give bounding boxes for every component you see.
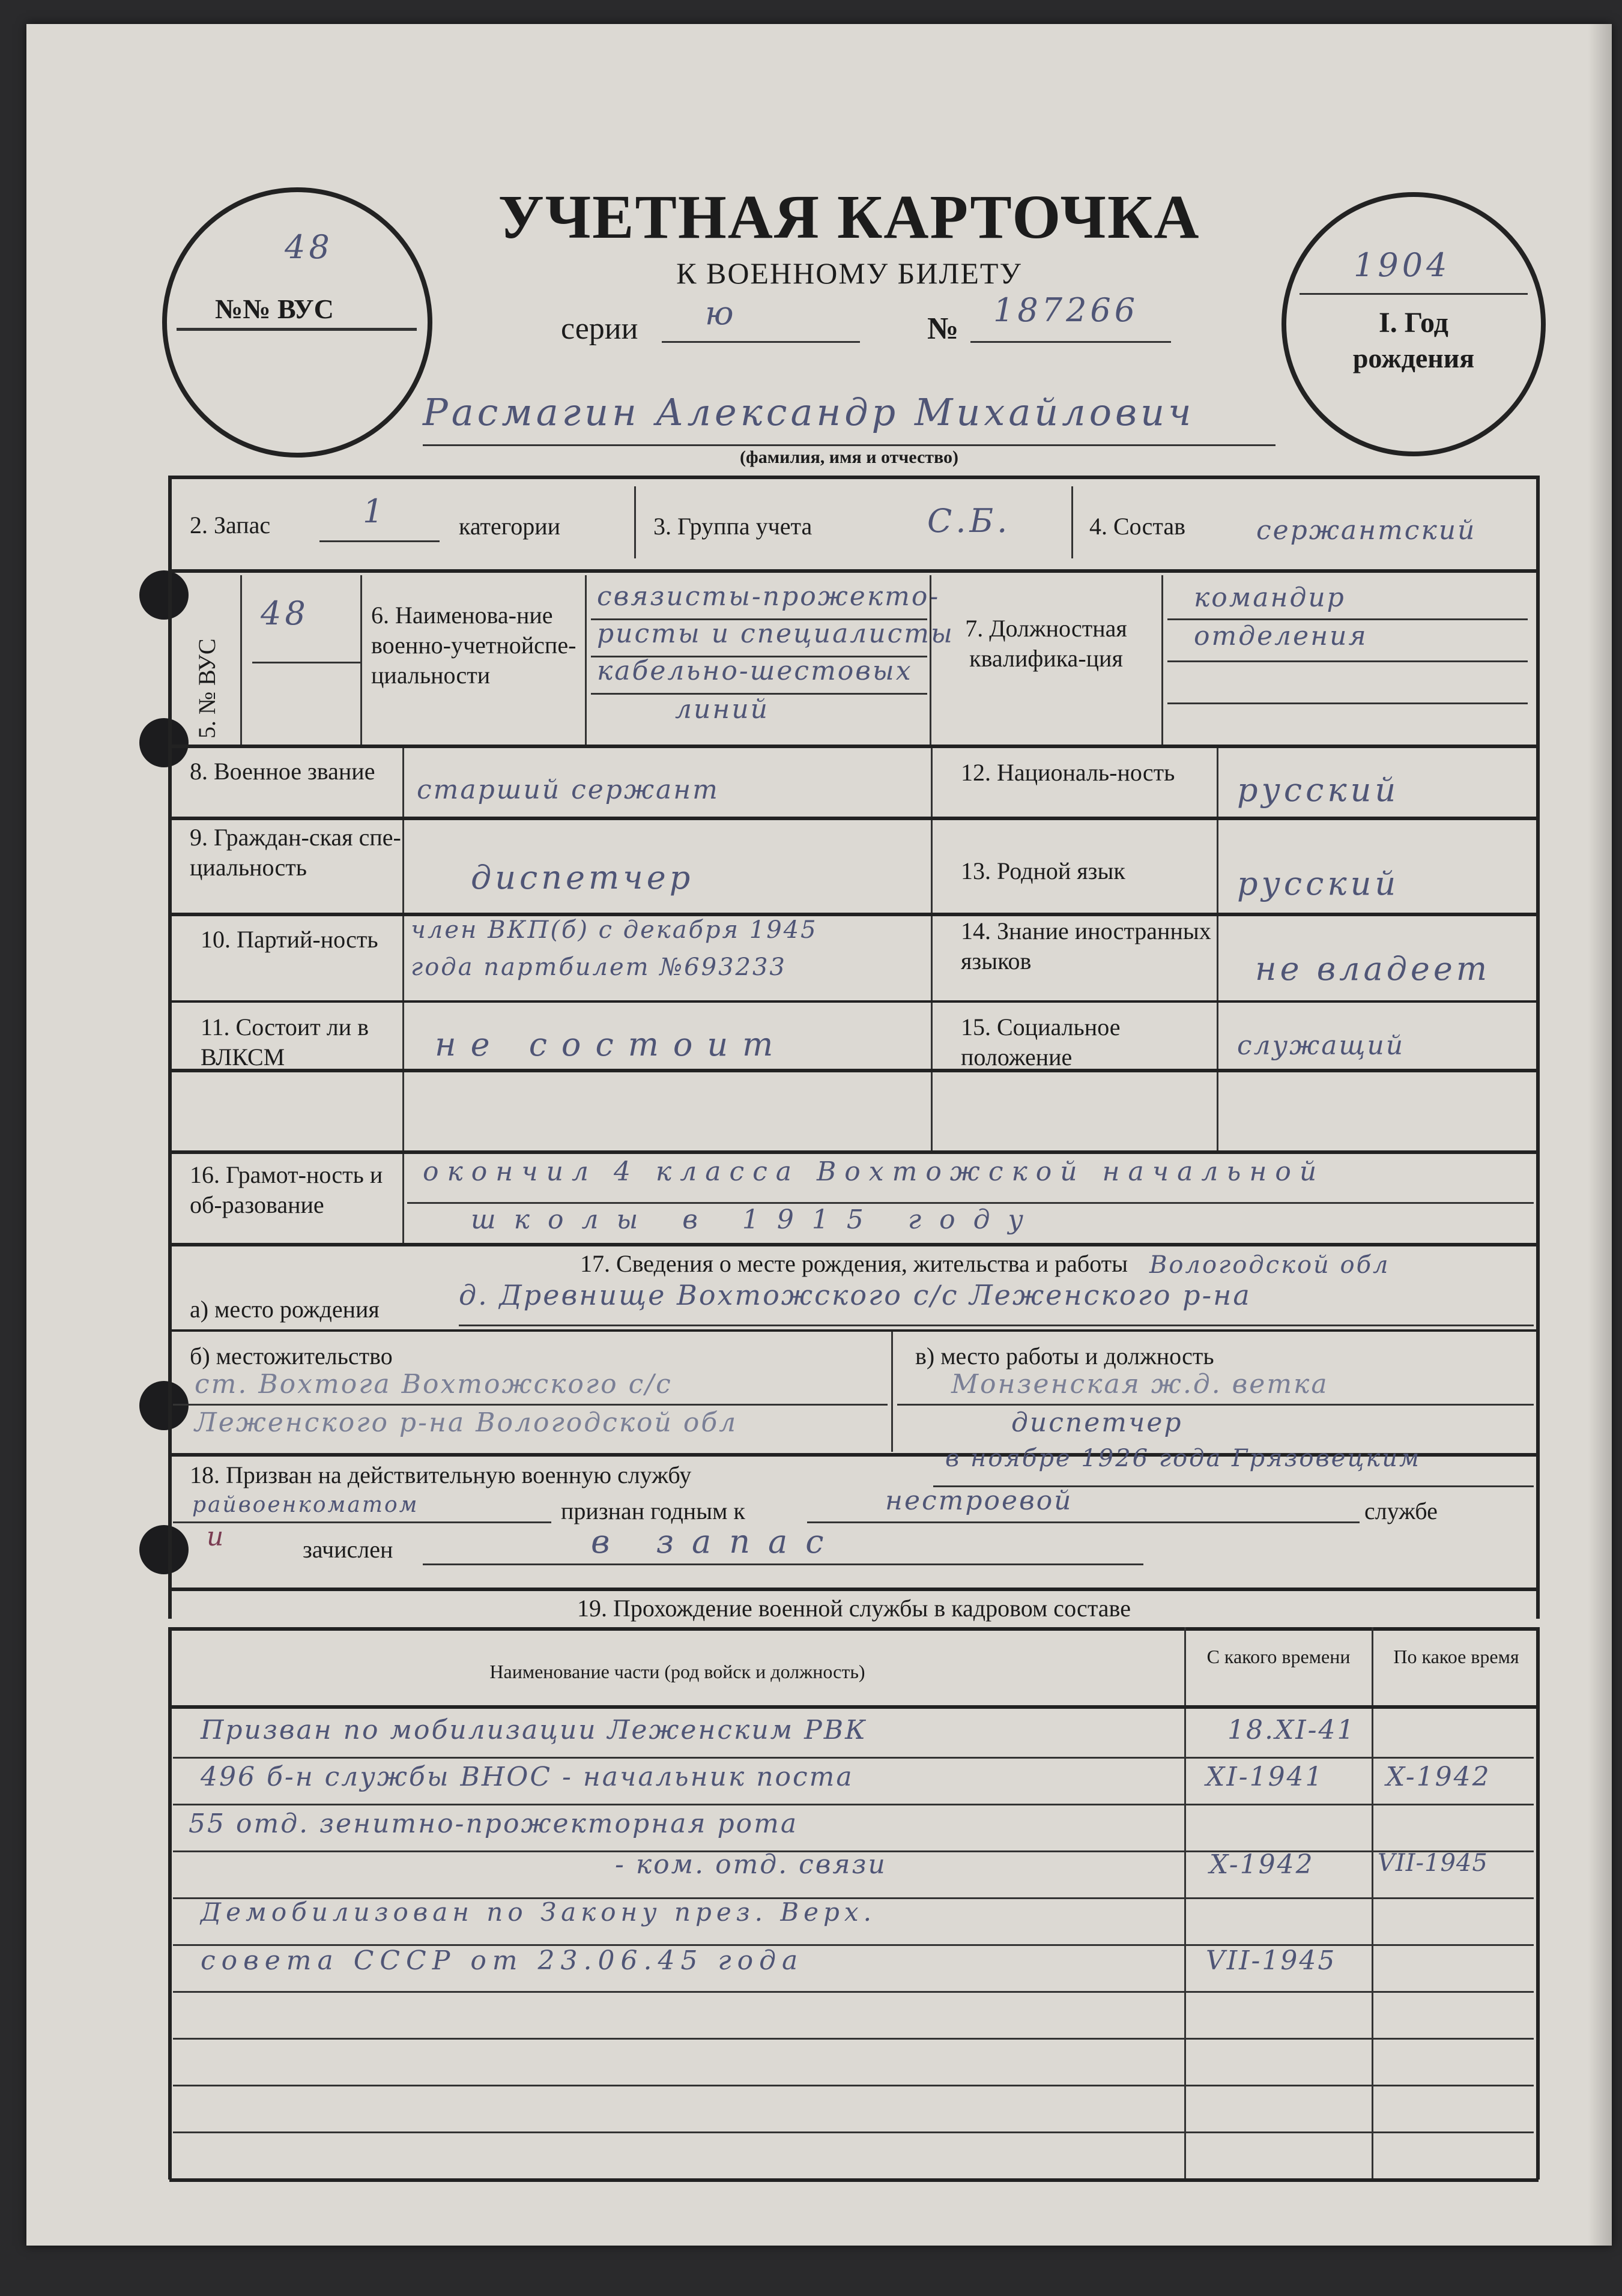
- table-row: Призван по мобилизации Леженским РВК: [201, 1715, 868, 1745]
- service-suffix: службе: [1364, 1497, 1438, 1524]
- fit-label: признан годным к: [561, 1497, 745, 1524]
- punch-hole: [139, 718, 189, 767]
- name-underline: [423, 444, 1276, 446]
- table-row-to: X-1942: [1386, 1762, 1491, 1792]
- komsomol-value: не состоит: [435, 1026, 788, 1063]
- enlisted-label: зачислен: [303, 1536, 393, 1563]
- vus-label: №№ ВУС: [215, 294, 334, 324]
- residence-title: 17. Сведения о месте рождения, жительства и работы: [580, 1250, 1128, 1277]
- table-row: 496 б-н службы ВНОС - начальник поста: [201, 1762, 854, 1792]
- enlisted-mark: и: [207, 1521, 226, 1552]
- group-value: С.Б.: [927, 502, 1011, 540]
- composition-label: 4. Состав: [1089, 513, 1186, 540]
- year-underline: [1300, 293, 1528, 295]
- reserve-suffix: категории: [459, 513, 561, 540]
- vus-underline: [177, 328, 417, 331]
- table-row-from: VII-1945: [1206, 1945, 1337, 1976]
- number-value: 187266: [993, 291, 1139, 329]
- qualification-label: 7. Должностная квалифика-ция: [965, 615, 1127, 672]
- residence-label: б) местожительство: [190, 1343, 393, 1370]
- social-status-label: 15. Социальное положение: [961, 1014, 1121, 1071]
- education-label: 16. Грамот-ность и об-разование: [190, 1161, 383, 1218]
- number-underline: [970, 341, 1171, 343]
- fitness-value: нестроевой: [885, 1485, 1073, 1516]
- vus-field-value: 48: [261, 594, 309, 632]
- record-card: [26, 24, 1612, 2246]
- card-subtitle: К ВОЕННОМУ БИЛЕТУ: [676, 256, 1022, 290]
- table-row-from: XI-1941: [1206, 1762, 1324, 1792]
- col-to-header: По какое время: [1393, 1646, 1519, 1667]
- full-name-value: Расмагин Александр Михайлович: [423, 390, 1195, 434]
- table-row: Демобилизован по Закону през. Верх.: [201, 1897, 876, 1927]
- civil-specialty-label: 9. Граждан-ская спе-циальность: [190, 824, 401, 881]
- party-line-1: член ВКП(б) с декабря 1945: [411, 916, 818, 944]
- conscription-label: 18. Призван на действительную военную службу: [190, 1461, 692, 1488]
- composition-value: сержантский: [1256, 515, 1477, 546]
- name-caption: (фамилия, имя и отчество): [739, 447, 959, 467]
- group-label: 3. Группа учета: [653, 513, 813, 540]
- vus-value: 48: [285, 228, 333, 266]
- reserve-label: 2. Запас: [190, 512, 271, 539]
- rank-label: 8. Военное звание: [190, 758, 375, 785]
- party-label: 10. Партий-ность: [201, 926, 378, 953]
- number-label: №: [927, 312, 959, 346]
- reserve-value: 1: [363, 492, 387, 530]
- conscription-value: в ноябре 1926 года Грязовецким: [945, 1445, 1421, 1472]
- education-line-1: окончил 4 класса Вохтожской начальной: [423, 1156, 1325, 1187]
- year-value: 1904: [1354, 246, 1451, 284]
- workplace-line-1: Монзенская ж.д. ветка: [951, 1369, 1329, 1400]
- birthplace-region: Вологодской обл: [1149, 1251, 1390, 1279]
- residence-line-2: Леженского р-на Вологодской обл: [195, 1407, 738, 1438]
- nationality-label: 12. Националь-ность: [961, 759, 1175, 786]
- specialty-line-1: связисты-прожекто-: [597, 581, 940, 612]
- specialty-line-3: кабельно-шестовых: [597, 656, 913, 686]
- social-status-value: служащий: [1237, 1030, 1405, 1061]
- card-title: УЧЕТНАЯ КАРТОЧКА: [498, 183, 1200, 252]
- year-label-1: I. Год: [1379, 307, 1448, 339]
- table-row: совета СССР от 23.06.45 года: [201, 1945, 804, 1976]
- specialty-line-4: линий: [675, 694, 770, 725]
- series-underline: [662, 341, 860, 343]
- komsomol-label: 11. Состоит ли в ВЛКСМ: [201, 1014, 369, 1071]
- native-language-value: русский: [1237, 865, 1400, 902]
- vus-field-label: 5. № ВУС: [193, 638, 220, 739]
- series-label: серии: [561, 312, 638, 346]
- punch-hole: [139, 570, 189, 620]
- birthplace-label: а) место рождения: [190, 1296, 380, 1323]
- birthplace-value: д. Древнище Вохтожского с/с Леженского р-на: [459, 1279, 1251, 1311]
- table-row: - ком. отд. связи: [615, 1849, 887, 1880]
- table-row-from: X-1942: [1209, 1849, 1315, 1880]
- workplace-label: в) место работы и должность: [915, 1343, 1214, 1370]
- qualification-line-2: отделения: [1194, 621, 1368, 651]
- commissariat-value: райвоенкоматом: [192, 1493, 419, 1517]
- table-row: 55 отд. зенитно-прожекторная рота: [189, 1808, 799, 1839]
- specialty-line-2: ристы и специалисты: [597, 618, 954, 649]
- party-line-2: года партбилет №693233: [411, 953, 787, 981]
- punch-hole: [139, 1381, 189, 1430]
- languages-value: не владеет: [1255, 950, 1491, 988]
- residence-line-1: ст. Вохтога Вохтожского с/с: [195, 1369, 673, 1400]
- col-unit-header: Наименование части (род войск и должность): [489, 1661, 865, 1682]
- col-from-header: С какого времени: [1206, 1646, 1351, 1667]
- nationality-value: русский: [1237, 771, 1400, 809]
- enlisted-value: в запас: [591, 1523, 842, 1560]
- series-value: ю: [705, 294, 737, 332]
- service-title: 19. Прохождение военной службы в кадровом составе: [577, 1595, 1131, 1622]
- native-language-label: 13. Родной язык: [961, 857, 1125, 884]
- year-label-2: рождения: [1352, 343, 1475, 373]
- specialty-label: 6. Наименова-ние военно-учетнойспе-циальности: [371, 602, 576, 689]
- table-row-to: VII-1945: [1378, 1849, 1488, 1877]
- languages-label: 14. Знание иностранных языков: [961, 917, 1211, 974]
- workplace-line-2: диспетчер: [1011, 1407, 1183, 1438]
- education-line-2: школы в 1915 году: [471, 1204, 1041, 1235]
- qualification-line-1: командир: [1194, 582, 1346, 613]
- punch-hole: [139, 1525, 189, 1574]
- rank-value: старший сержант: [417, 775, 719, 805]
- table-row-from: 18.XI-41: [1227, 1715, 1356, 1745]
- civil-specialty-value: диспетчер: [471, 859, 694, 896]
